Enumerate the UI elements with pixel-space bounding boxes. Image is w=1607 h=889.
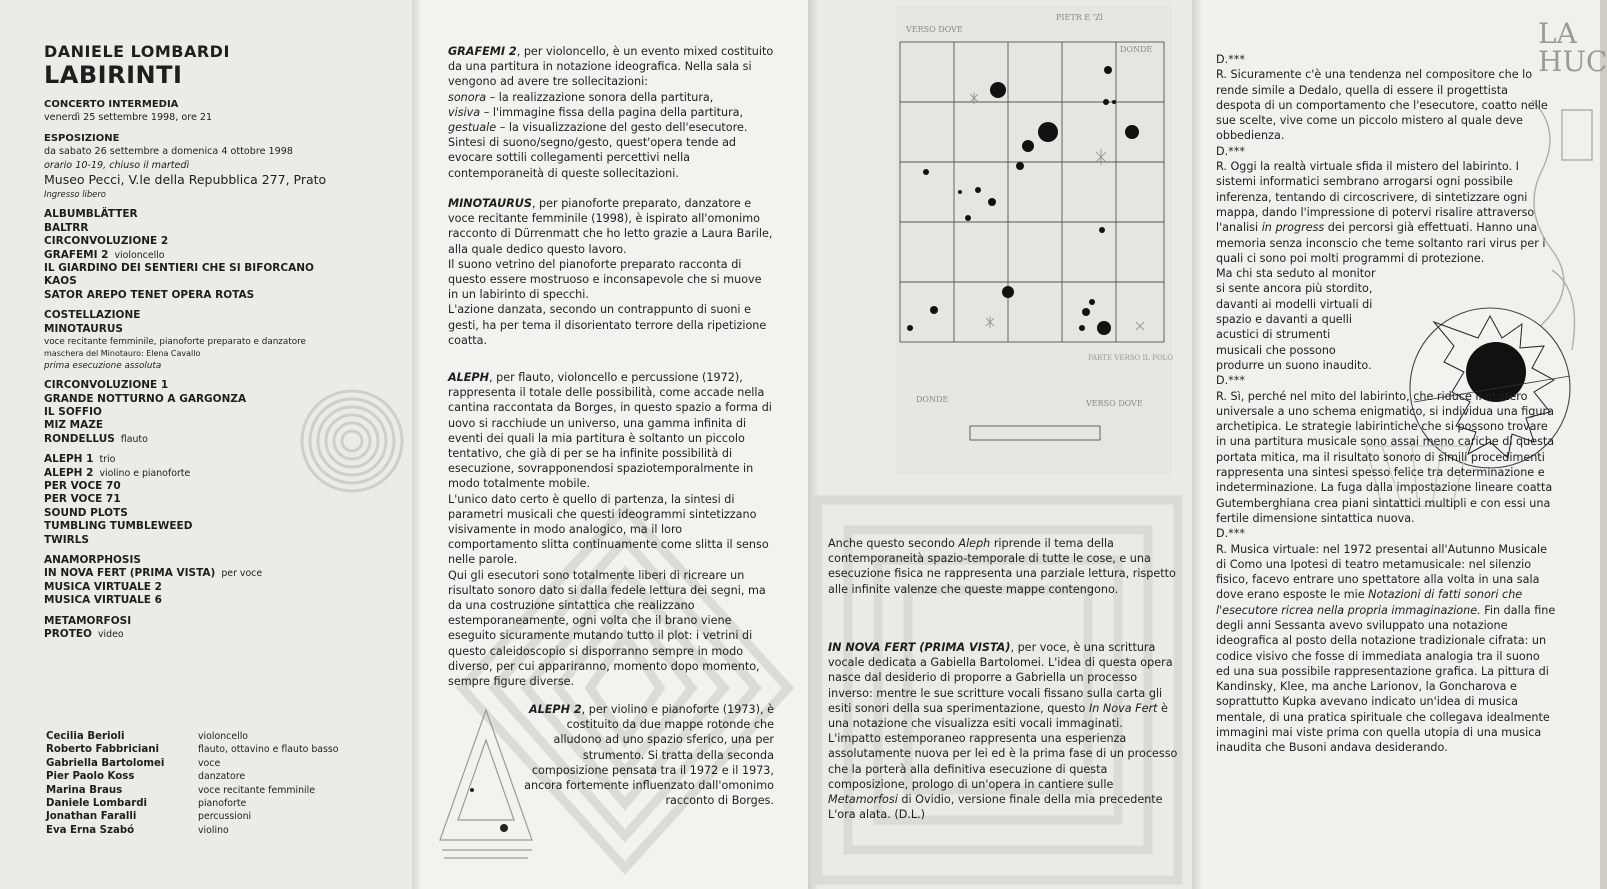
venue: Museo Pecci, V.le della Repubblica 277, Prato [44, 172, 327, 188]
program-item-instrument: per voce [221, 568, 263, 580]
program-column [44, 42, 404, 641]
program-item [44, 433, 404, 446]
exhibition-hours: orario 10-19, chiuso il martedì [44, 159, 190, 171]
program-item-title: COSTELLAZIONE [44, 309, 141, 322]
program-item [44, 406, 404, 419]
panel-works-1 [412, 0, 808, 889]
program-item [44, 323, 404, 336]
program-item [44, 581, 404, 594]
program-group [44, 615, 404, 642]
entry-note: Ingresso libero [44, 189, 106, 200]
score-label-bottom-right: VERSO DOVE [1086, 399, 1143, 408]
program-item-title: PROTEO [44, 628, 92, 640]
program-group [44, 379, 404, 446]
work-title-aleph: ALEPH [448, 371, 489, 384]
performer-role: pianoforte [198, 798, 247, 810]
program-item-title: MIZ MAZE [44, 419, 103, 432]
program-item-title: KAOS [44, 275, 77, 288]
program-item [44, 493, 404, 506]
program-item [44, 520, 404, 533]
program-item-title: MINOTAURUS [44, 322, 123, 335]
program-list [44, 208, 404, 641]
panel-interview [1192, 0, 1607, 889]
program-item-title: TUMBLING TUMBLEWEED [44, 520, 193, 533]
program-group [44, 309, 404, 372]
program-item-instrument: violoncello [114, 249, 165, 261]
performer-row [46, 824, 386, 837]
question-2: D.*** [1216, 144, 1245, 158]
handwriting-decoration: LA HUC [1538, 17, 1607, 78]
answer-3: R. Sì, perché nel mito del labirinto, che riduce il mistero universale a uno schema enigmatico, si individua una figura archetipica. Le strategie labirintiche che si possono trovare in una partitura musicale sono assai meno cariche di questa portata mitica, ma il risultato sonoro di simili procedimenti rappresenta una sintesi spesso felice tra determinazione e indeterminazione. La fuga dalla impostazione lineare coatta Gutemberghiana crea piani sintattici multipli e con essi una fertile dimensione sintattica nuova. [1216, 389, 1555, 525]
performer-name: Roberto Fabbriciani [46, 744, 159, 756]
fold-shadow [412, 0, 422, 889]
in-nova-fert-block: IN NOVA FERT (PRIMA VISTA), per voce, è una scrittura vocale dedicata a Gabiella Bartolomei. L'idea di questa opera nasce dal desiderio di proporre a Gabriella un processo inverso: mentre le sue scritture vocali fissano sulla carta gli esiti sonori della sua sperimentazione, questo In Nova Fert è una notazione che visualizza esiti vocali immaginati. L'impatto estemporaneo rappresenta una esperienza assolutamente nuova per lei ed è la prima fase di un processo che la porterà alla definitiva esecuzione di questa composizione, prologo di un'opera in cantiere sulle Metamorfosi di Ovidio, versione finale della mia precedente L'ora alata. (D.L.) [828, 641, 1178, 822]
program-item [44, 235, 404, 248]
program-item [44, 309, 404, 322]
work-title-minotaurus: MINOTAURUS [448, 197, 532, 210]
exhibition-dates: da sabato 26 settembre a domenica 4 ottobre 1998 [44, 146, 293, 158]
score-map [896, 6, 1172, 474]
program-item-title: ALEPH 2 [44, 466, 94, 479]
program-item-title: RONDELLUS [44, 432, 115, 445]
performer-name: Jonathan Faralli [46, 811, 137, 823]
performer-name: Marina Braus [46, 784, 123, 796]
answer-4: R. Musica virtuale: nel 1972 presentai all'Autunno Musicale di Como una Ipotesi di teatro metamusicale: nel silenzio fisico, facevo entrare uno spettatore alla volta in una sala dove erano esposte le mie Notazioni di fatti sonori che l'esecutore ricrea nella propria immaginazione. Fin dalla fine degli anni Sessanta avevo sviluppato una notazione ideografica al posto della notazione tradizionale cifrata: un codice visivo che fosse di immediata analogia tra il suono ed una sua possibile rappresentazione grafica. La pittura di Kandinsky, Klee, ma anche Larionov, la Goncharova e soprattutto Kupka avevano indicato un'idea di musica mentale, di una pratica spirituale che collegava idealmente immagini mai viste prima con quella utopia di una musica inaudita che Busoni andava desiderando. [1216, 542, 1556, 755]
program-item [44, 289, 404, 302]
program-item [44, 275, 404, 288]
program-item-title: TWIRLS [44, 533, 89, 546]
program-item [44, 594, 404, 607]
performer-role: voce [198, 757, 221, 769]
program-item-instrument: trio [99, 454, 116, 466]
program-group [44, 453, 404, 547]
score-label-bottom-left: DONDE [916, 395, 949, 404]
panel-program [0, 0, 412, 889]
program-item [44, 208, 404, 221]
question-4: D.*** [1216, 527, 1245, 541]
program-item-title: MUSICA VIRTUALE 6 [44, 594, 162, 607]
performer-name: Gabriella Bartolomei [46, 757, 165, 769]
program-item-title: ALBUMBLÄTTER [44, 208, 138, 221]
answer-2: R. Oggi la realtà virtuale sfida il mistero del labirinto. I sistemi informatici sembrano arrogarsi ogni possibile inferenza, tentando di circoscrivere, di sintetizzare ogni mappa, dando l'impressione di potervi risalire attraverso l'analisi in progress dei percorsi già effettuati. Hanno una memoria senza inconscio che teme soltanto rari virus per i quali ci sono poi molti programmi di protezione. [1216, 160, 1546, 265]
program-item-title: SOUND PLOTS [44, 506, 128, 519]
performer-row [46, 810, 386, 823]
program-item [44, 567, 404, 580]
program-item-title: PER VOCE 70 [44, 479, 121, 492]
score-label-left: VERSO DOVE [906, 25, 963, 34]
program-group [44, 554, 404, 608]
performer-name: Eva Erna Szabó [46, 824, 135, 836]
program-item [44, 262, 404, 275]
performer-role: violoncello [198, 731, 249, 742]
program-item-title: BALTRR [44, 221, 89, 234]
program-item [44, 507, 404, 520]
exhibition-heading: ESPOSIZIONE [44, 132, 120, 144]
program-item-title: IN NOVA FERT (PRIMA VISTA) [44, 567, 216, 580]
program-item-instrument: violino e pianoforte [99, 467, 191, 479]
performer-name: Cecilia Berioli [46, 731, 125, 742]
performer-row [46, 730, 386, 743]
program-item-title: ALEPH 1 [44, 453, 94, 466]
performer-role: danzatore [198, 771, 246, 783]
score-label-top: PIETR E 'Zl [1056, 13, 1103, 22]
aleph-block: ALEPH, per flauto, violoncello e percussione (1972), rappresenta il totale delle possibilità, come accade nella cantina raccontata da Borges, in questo spazio a forma di uovo si racchiude un universo, una gamma infinita di eventi dei quali la mia partitura è soltanto un piccolo tentativo, che già di per se ha infinite possibilità di esecuzione, sovrapponendosi spaziotemporalmente in modo totalmente mobile. L'unico dato certo è quello di partenza, la sintesi di parametri musicali che questi ideogrammi sintetizzano visivamente in modo analogico, ma il loro comportamento slitta continuamente come slitta il senso nelle parole. Qui gli esecutori sono totalmente liberi di ricreare un risultato sonoro dato si dalla fedele lettura dei segni, ma da una costruzione sintattica che realizzano estemporaneamente, ogni volta che il brano viene eseguito sicuramente mutando tutto il plot: i vetrini di questo caleidoscopio si disporranno sempre in modo diverso, per cui appariranno, momento dopo momento, sempre figure diverse. [448, 371, 772, 689]
question-1: D.*** [1216, 53, 1245, 66]
program-item-title: ANAMORPHOSIS [44, 553, 141, 566]
aleph2-continued: Anche questo secondo Aleph riprende il tema della contemporaneità spazio-temporale di tutte le cose, e una esecuzione fisica ne rappresenta una parziale lettura, rispetto alle infinite valenze che queste mappe contengono. [828, 537, 1176, 596]
program-item [44, 419, 404, 432]
grafemi-block: GRAFEMI 2, per violoncello, è un evento mixed costituito da una partitura in notazione ideografica. Nella sala si vengono ad avere tre sollecitazioni: sonora – la realizzazione sonora della partitura, visiva – l'immagine fissa della pagina della partitura, gestuale – la visualizzazione del gesto dell'esecutore. Sintesi di suono/segno/gesto, quest'opera tende ad evocare sottili collegamenti percettivi nella contemporaneità di queste sollecitazioni. [448, 45, 774, 180]
program-item-title: GRAFEMI 2 [44, 248, 109, 261]
program-item [44, 379, 404, 392]
program-item [44, 480, 404, 493]
concert-date: venerdì 25 settembre 1998, ore 21 [44, 112, 213, 124]
performers-list [46, 730, 386, 837]
work-title-aleph2: ALEPH 2 [528, 703, 582, 716]
program-item-title: CIRCONVOLUZIONE 2 [44, 235, 169, 248]
concert-heading: CONCERTO INTERMEDIA [44, 99, 179, 110]
program-item-title: MUSICA VIRTUALE 2 [44, 580, 162, 593]
performer-row [46, 784, 386, 797]
program-item-title: METAMORFOSI [44, 614, 132, 627]
program-item [44, 222, 404, 235]
work-title-in-nova-fert: IN NOVA FERT (PRIMA VISTA) [828, 641, 1011, 654]
program-note: maschera del Minotauro: Elena Cavallo [44, 349, 201, 359]
composer-name: DANIELE LOMBARDI [44, 42, 230, 61]
answer-2-continued: Ma chi sta seduto al monitor si sente ancora più stordito, davanti ai modelli virtuali di spazio e davanti a quelli acustici di strumenti musicali che possono produrre un suono inaudito. [1216, 267, 1376, 372]
performer-row [46, 743, 386, 756]
program-item [44, 534, 404, 547]
panel-works-2 [808, 0, 1192, 889]
program-note: prima esecuzione assoluta [44, 361, 162, 372]
work-title-grafemi: GRAFEMI 2 [448, 45, 517, 58]
aleph2-block: ALEPH 2, per violino e pianoforte (1973), è costituito da due mappe rotonde che alludono ad uno spazio sferico, una per strumento. Si tratta della seconda composizione pensata tra il 1972 e il 1973, ancora fortemente influenzato dall'omonimo racconto di Borges. [524, 703, 774, 808]
performer-name: Pier Paolo Koss [46, 771, 135, 783]
performer-role: violino [198, 824, 229, 836]
minotaurus-block: MINOTAURUS, per pianoforte preparato, danzatore e voce recitante femminile (1998), è ispirato all'omonimo racconto di Dürrenmatt che ho letto grazie a Laura Barile, alla quale dedico questo lavoro. Il suono vetrino del pianoforte preparato racconta di questo essere mostruoso e inconsapevole che si muove in un labirinto di specchi. L'azione danzata, secondo un contrappunto di suoni e gesti, ha per tema il disorientato terrore della ripetizione coatta. [448, 197, 773, 347]
event-title: LABIRINTI [44, 61, 183, 89]
program-note: voce recitante femminile, pianoforte preparato e danzatore [44, 337, 306, 348]
program-item [44, 615, 404, 628]
program-item [44, 628, 404, 641]
program-item-title: PER VOCE 71 [44, 493, 121, 506]
performer-role: flauto, ottavino e flauto basso [198, 744, 339, 756]
score-label-mid: PARTE VERSO IL POLO [1088, 354, 1173, 362]
program-item-title: IL SOFFIO [44, 405, 102, 418]
program-group [44, 208, 404, 302]
program-item-title: IL GIARDINO DEI SENTIERI CHE SI BIFORCANO [44, 262, 314, 275]
performer-row [46, 797, 386, 810]
score-graphic [896, 6, 1172, 474]
fold-shadow [1192, 0, 1202, 889]
program-item-title: GRANDE NOTTURNO A GARGONZA [44, 392, 247, 405]
program-item-title: SATOR AREPO TENET OPERA ROTAS [44, 288, 255, 301]
performer-role: percussioni [198, 811, 252, 823]
performer-role: voce recitante femminile [198, 784, 316, 796]
performer-row [46, 770, 386, 783]
performer-name: Daniele Lombardi [46, 798, 148, 810]
interview-text [1216, 52, 1556, 756]
program-item-instrument: flauto [120, 433, 148, 445]
program-item [44, 393, 404, 406]
program-item [44, 554, 404, 567]
answer-1: R. Sicuramente c'è una tendenza nel compositore che lo rende simile a Dedalo, quella di essere il progettista despota di un comportamento che l'esecutore, coatto nelle sue scelte, vive come un piccolo mistero al quale deve obbedienza. [1216, 68, 1548, 143]
program-item-title: CIRCONVOLUZIONE 1 [44, 379, 169, 392]
performer-row [46, 757, 386, 770]
program-item [44, 467, 404, 480]
question-3: D.*** [1216, 374, 1245, 388]
program-item [44, 453, 404, 466]
program-item-instrument: video [97, 629, 124, 640]
program-item [44, 249, 404, 262]
score-label-right: DONDE [1120, 45, 1153, 54]
